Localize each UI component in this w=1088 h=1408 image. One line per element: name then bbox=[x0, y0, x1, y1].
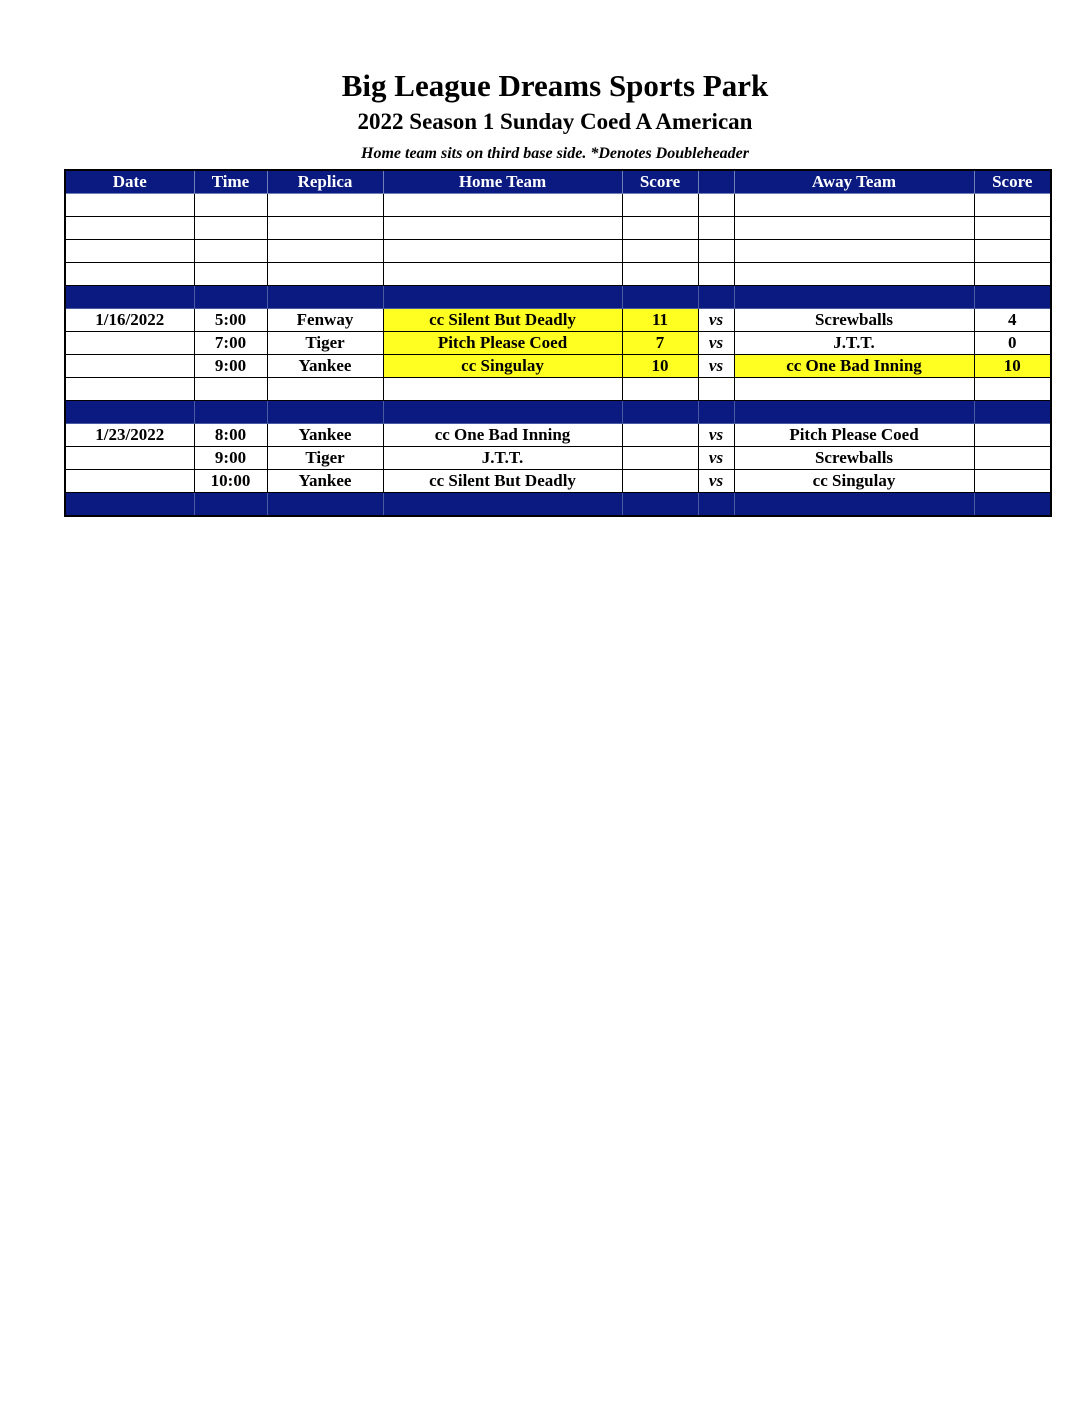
table-row bbox=[65, 355, 1051, 378]
date-cell bbox=[65, 401, 194, 424]
away-score-cell bbox=[974, 217, 1051, 240]
replica-cell: Tiger bbox=[267, 447, 383, 470]
home-score-cell: 7 bbox=[622, 332, 698, 355]
vs-cell: vs bbox=[698, 470, 734, 493]
date-cell bbox=[65, 194, 194, 217]
away-score-cell bbox=[974, 424, 1051, 447]
home-team-cell bbox=[383, 194, 622, 217]
header-date: Date bbox=[65, 170, 194, 194]
away-team-cell: Screwballs bbox=[734, 447, 974, 470]
replica-cell bbox=[267, 263, 383, 286]
home-team-cell bbox=[383, 286, 622, 309]
away-team-cell bbox=[734, 286, 974, 309]
time-cell bbox=[194, 217, 267, 240]
home-team-cell bbox=[383, 240, 622, 263]
away-team-cell: Pitch Please Coed bbox=[734, 424, 974, 447]
time-cell: 7:00 bbox=[194, 332, 267, 355]
vs-cell bbox=[698, 194, 734, 217]
date-cell bbox=[65, 378, 194, 401]
header-home-team: Home Team bbox=[383, 170, 622, 194]
replica-cell: Yankee bbox=[267, 424, 383, 447]
away-score-cell: 0 bbox=[974, 332, 1051, 355]
home-score-cell bbox=[622, 493, 698, 517]
away-score-cell bbox=[974, 286, 1051, 309]
home-team-cell: Pitch Please Coed bbox=[383, 332, 622, 355]
home-team-cell bbox=[383, 401, 622, 424]
replica-cell: Tiger bbox=[267, 332, 383, 355]
vs-cell bbox=[698, 263, 734, 286]
vs-cell: vs bbox=[698, 424, 734, 447]
date-cell bbox=[65, 470, 194, 493]
home-team-cell: J.T.T. bbox=[383, 447, 622, 470]
away-team-cell bbox=[734, 194, 974, 217]
header-vs bbox=[698, 170, 734, 194]
date-cell: 1/23/2022 bbox=[65, 424, 194, 447]
home-score-cell bbox=[622, 424, 698, 447]
blank-row bbox=[65, 194, 1051, 217]
time-cell bbox=[194, 493, 267, 517]
date-cell bbox=[65, 447, 194, 470]
away-score-cell bbox=[974, 493, 1051, 517]
time-cell bbox=[194, 286, 267, 309]
header-away-team: Away Team bbox=[734, 170, 974, 194]
page-title: Big League Dreams Sports Park bbox=[341, 68, 769, 103]
home-team-cell: cc Silent But Deadly bbox=[383, 309, 622, 332]
date-cell bbox=[65, 493, 194, 517]
away-score-cell: 4 bbox=[974, 309, 1051, 332]
time-cell bbox=[194, 240, 267, 263]
vs-cell: vs bbox=[698, 332, 734, 355]
home-score-cell: 11 bbox=[622, 309, 698, 332]
home-team-cell bbox=[383, 217, 622, 240]
home-score-cell bbox=[622, 401, 698, 424]
home-team-cell: cc One Bad Inning bbox=[383, 424, 622, 447]
blank-row bbox=[65, 263, 1051, 286]
away-team-cell bbox=[734, 378, 974, 401]
replica-cell bbox=[267, 378, 383, 401]
vs-cell bbox=[698, 217, 734, 240]
time-cell: 5:00 bbox=[194, 309, 267, 332]
replica-cell bbox=[267, 286, 383, 309]
date-cell: 1/16/2022 bbox=[65, 309, 194, 332]
schedule-body bbox=[65, 194, 1051, 517]
away-score-cell bbox=[974, 401, 1051, 424]
home-score-cell bbox=[622, 447, 698, 470]
vs-cell: vs bbox=[698, 447, 734, 470]
time-cell: 10:00 bbox=[194, 470, 267, 493]
time-cell bbox=[194, 401, 267, 424]
table-row bbox=[65, 470, 1051, 493]
home-team-cell bbox=[383, 493, 622, 517]
table-row bbox=[65, 309, 1051, 332]
home-score-cell bbox=[622, 263, 698, 286]
schedule-table bbox=[64, 169, 1052, 517]
away-score-cell bbox=[974, 194, 1051, 217]
replica-cell bbox=[267, 493, 383, 517]
replica-cell: Yankee bbox=[267, 470, 383, 493]
vs-cell bbox=[698, 493, 734, 517]
time-cell: 9:00 bbox=[194, 447, 267, 470]
table-row bbox=[65, 424, 1051, 447]
away-team-cell bbox=[734, 240, 974, 263]
replica-cell bbox=[267, 194, 383, 217]
replica-cell: Yankee bbox=[267, 355, 383, 378]
time-cell: 9:00 bbox=[194, 355, 267, 378]
time-cell bbox=[194, 194, 267, 217]
replica-cell bbox=[267, 217, 383, 240]
away-team-cell: Screwballs bbox=[734, 309, 974, 332]
separator-row bbox=[65, 286, 1051, 309]
away-team-cell bbox=[734, 493, 974, 517]
page-subtitle: 2022 Season 1 Sunday Coed A American bbox=[357, 109, 753, 134]
blank-row bbox=[65, 378, 1051, 401]
away-score-cell bbox=[974, 240, 1051, 263]
away-score-cell bbox=[974, 378, 1051, 401]
vs-cell: vs bbox=[698, 309, 734, 332]
blank-row bbox=[65, 240, 1051, 263]
replica-cell: Fenway bbox=[267, 309, 383, 332]
time-cell bbox=[194, 263, 267, 286]
header-time: Time bbox=[194, 170, 267, 194]
away-team-cell bbox=[734, 217, 974, 240]
away-team-cell: cc Singulay bbox=[734, 470, 974, 493]
home-score-cell bbox=[622, 286, 698, 309]
page-note: Home team sits on third base side. *Denotes Doubleheader bbox=[361, 145, 749, 162]
vs-cell: vs bbox=[698, 355, 734, 378]
home-team-cell bbox=[383, 263, 622, 286]
time-cell: 8:00 bbox=[194, 424, 267, 447]
date-cell bbox=[65, 286, 194, 309]
away-score-cell: 10 bbox=[974, 355, 1051, 378]
home-score-cell bbox=[622, 240, 698, 263]
away-score-cell bbox=[974, 447, 1051, 470]
separator-row bbox=[65, 493, 1051, 517]
vs-cell bbox=[698, 240, 734, 263]
away-score-cell bbox=[974, 263, 1051, 286]
time-cell bbox=[194, 378, 267, 401]
date-cell bbox=[65, 355, 194, 378]
table-row bbox=[65, 447, 1051, 470]
vs-cell bbox=[698, 378, 734, 401]
away-score-cell bbox=[974, 470, 1051, 493]
date-cell bbox=[65, 332, 194, 355]
separator-row bbox=[65, 401, 1051, 424]
table-header-row bbox=[65, 170, 1051, 194]
home-team-cell bbox=[383, 378, 622, 401]
vs-cell bbox=[698, 401, 734, 424]
header-replica: Replica bbox=[267, 170, 383, 194]
blank-row bbox=[65, 217, 1051, 240]
date-cell bbox=[65, 263, 194, 286]
date-cell bbox=[65, 240, 194, 263]
home-score-cell: 10 bbox=[622, 355, 698, 378]
away-team-cell bbox=[734, 263, 974, 286]
away-team-cell: J.T.T. bbox=[734, 332, 974, 355]
away-team-cell: cc One Bad Inning bbox=[734, 355, 974, 378]
home-score-cell bbox=[622, 217, 698, 240]
date-cell bbox=[65, 217, 194, 240]
home-score-cell bbox=[622, 470, 698, 493]
home-team-cell: cc Silent But Deadly bbox=[383, 470, 622, 493]
vs-cell bbox=[698, 286, 734, 309]
home-score-cell bbox=[622, 194, 698, 217]
home-score-cell bbox=[622, 378, 698, 401]
home-team-cell: cc Singulay bbox=[383, 355, 622, 378]
table-row bbox=[65, 332, 1051, 355]
header-away-score: Score bbox=[974, 170, 1051, 194]
replica-cell bbox=[267, 240, 383, 263]
replica-cell bbox=[267, 401, 383, 424]
header-home-score: Score bbox=[622, 170, 698, 194]
away-team-cell bbox=[734, 401, 974, 424]
